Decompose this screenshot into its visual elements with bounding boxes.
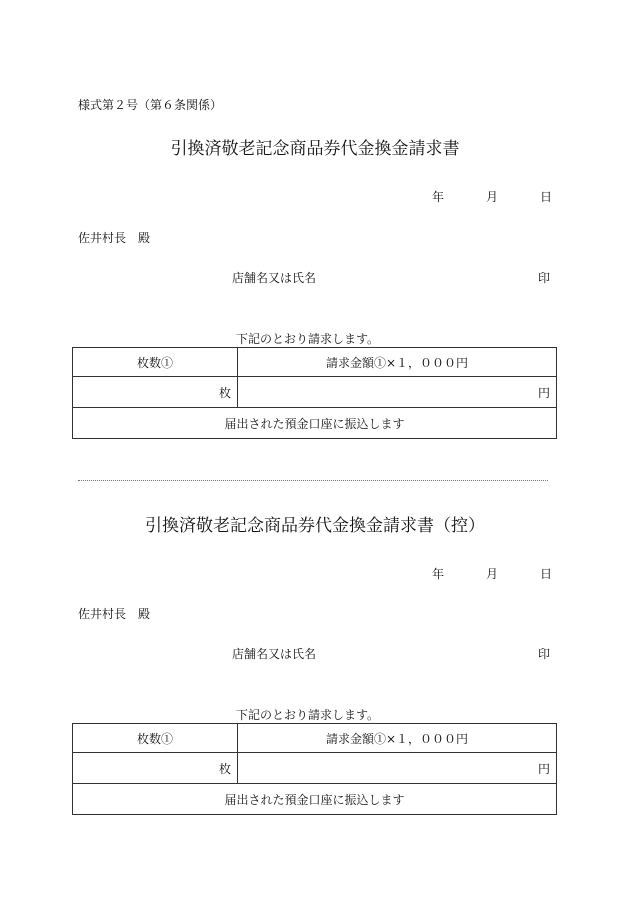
amount-unit: 円 [238, 753, 557, 784]
claim-table [72, 347, 557, 439]
table-header-row [73, 348, 557, 377]
amount-header: 請求金額①×１，０００円 [238, 348, 557, 377]
request-text: 下記のとおり請求します。 [236, 332, 380, 346]
count-unit: 枚 [73, 377, 238, 408]
amount-header: 請求金額①×１，０００円 [238, 724, 557, 753]
seal-mark: 印 [538, 271, 551, 285]
cut-line-divider [78, 480, 548, 481]
count-header: 枚数① [73, 348, 238, 377]
table-footer-row [73, 784, 557, 815]
transfer-note: 届出された預金口座に振込します [73, 408, 557, 439]
date-month-label: 月 [486, 190, 499, 204]
addressee: 佐井村長 殿 [78, 231, 151, 245]
amount-unit: 円 [238, 377, 557, 408]
form-title: 引換済敬老記念商品券代金換金請求書（控） [145, 516, 485, 536]
shop-name-label: 店舗名又は氏名 [232, 271, 317, 285]
request-text: 下記のとおり請求します。 [236, 708, 380, 722]
seal-mark: 印 [538, 647, 551, 661]
table-footer-row [73, 408, 557, 439]
date-year-label: 年 [432, 190, 445, 204]
claim-table [72, 723, 557, 815]
date-month-label: 月 [486, 567, 499, 581]
date-day-label: 日 [540, 567, 553, 581]
transfer-note: 届出された預金口座に振込します [73, 784, 557, 815]
table-value-row [73, 377, 557, 408]
addressee: 佐井村長 殿 [78, 607, 151, 621]
table-header-row [73, 724, 557, 753]
shop-name-label: 店舗名又は氏名 [232, 647, 317, 661]
count-unit: 枚 [73, 753, 238, 784]
date-day-label: 日 [540, 190, 553, 204]
table-value-row [73, 753, 557, 784]
form-title: 引換済敬老記念商品券代金換金請求書 [170, 139, 460, 159]
form-number: 様式第２号（第６条関係） [78, 98, 223, 112]
date-year-label: 年 [432, 567, 445, 581]
count-header: 枚数① [73, 724, 238, 753]
